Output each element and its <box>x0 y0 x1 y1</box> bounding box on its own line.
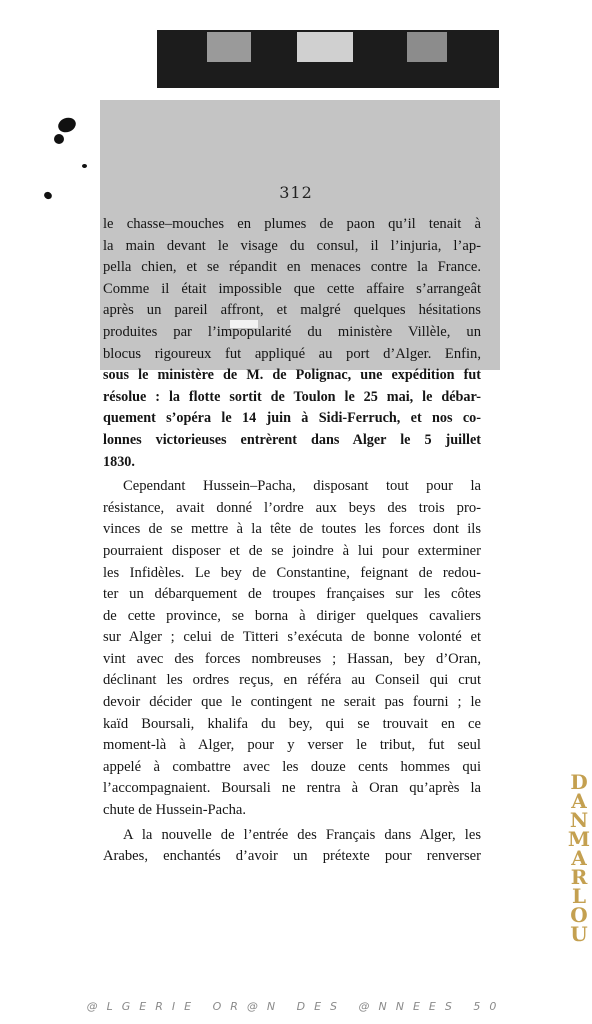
text-line: de cette province, se borna à diriger quelques cavaliers <box>103 607 481 624</box>
text-line: produites par l’impopularité du ministère Villèle, un <box>103 323 481 340</box>
text-line: la main devant le visage du consul, il l’injuria, l’ap- <box>103 237 481 254</box>
vertical-watermark <box>566 770 592 946</box>
text-line: vinces de se mettre à la tête de toutes les forces dont ils <box>103 521 481 538</box>
text-line: pourraient disposer et de se joindre à lui pour exterminer <box>103 542 481 559</box>
text-line: les Infidèles. Le bey de Constantine, feignant de redou- <box>103 564 481 581</box>
ink-smudge <box>82 164 87 168</box>
text-line: ter un débarquement de troupes françaises sur les côtes <box>103 586 481 603</box>
text-line: 1830. <box>103 453 135 470</box>
watermark-letter: O <box>570 903 588 927</box>
watermark-letter: N <box>569 808 589 832</box>
text-line: kaïd Boursali, khalifa du bey, qui se trouvait en ce <box>103 715 481 732</box>
text-line: pella chien, et se répandit en menaces contre la France. <box>103 259 481 276</box>
text-line: devoir décider que le contingent ne serait pas fourni ; le <box>103 694 481 711</box>
watermark-letter: R <box>570 865 588 889</box>
watermark-letter: A <box>571 846 587 870</box>
text-line: sur Alger ; celui de Titteri s’exécuta de bonne volonté et <box>103 629 481 646</box>
text-line: vint avec des forces nombreuses ; Hassan, bey d’Oran, <box>103 650 481 667</box>
text-line: blocus rigoureux fut appliqué au port d’Alger. Enfin, <box>103 345 481 362</box>
watermark-letter: M <box>567 827 591 851</box>
page-number: 312 <box>279 183 313 202</box>
ink-smudge <box>56 115 78 134</box>
footer-watermark: @LGERIE OR@N DES @NNEES 50 <box>86 1000 506 1013</box>
text-line: résistance, avait donné l’ordre aux beys des trois pro- <box>103 499 481 516</box>
text-line: résolue : la flotte sortit de Toulon le 25 mai, le débar- <box>103 388 481 405</box>
scan-artifact <box>207 32 251 62</box>
text-line: Cependant Hussein–Pacha, disposant tout pour la <box>123 478 481 495</box>
text-line: appelé à combattre avec les douze cents hommes qui <box>103 758 481 775</box>
text-line: le chasse–mouches en plumes de paon qu’il tenait à <box>103 216 481 232</box>
text-line: après un pareil affront, et malgré quelques hésitations <box>103 302 481 319</box>
text-line: déclinant les ordres reçus, en référa au Conseil qui crut <box>103 672 481 689</box>
text-line: sous le ministère de M. de Polignac, une expédition fut <box>103 367 481 384</box>
scan-artifact <box>297 32 353 62</box>
text-line: quement s’opéra le 14 juin à Sidi-Ferruch, et nos co- <box>103 410 481 427</box>
watermark-letter: L <box>571 884 587 908</box>
watermark-letter: U <box>570 922 588 946</box>
text-line: chute de Hussein-Pacha. <box>103 802 247 819</box>
text-line: moment-là à Alger, pour y verser le tribut, fut seul <box>103 737 481 754</box>
watermark-letter: A <box>571 789 587 813</box>
scan-artifact <box>407 32 447 62</box>
watermark-letter: D <box>570 770 588 794</box>
page-body-text <box>103 214 481 868</box>
text-line: Comme il était impossible que cette affaire s’arrangeât <box>103 280 481 297</box>
text-line: lonnes victorieuses entrèrent dans Alger le 5 juillet <box>103 431 481 448</box>
text-line: Arabes, enchantés d’avoir un prétexte pour renverser <box>103 848 481 865</box>
text-line: A la nouvelle de l’entrée des Français dans Alger, les <box>123 826 481 843</box>
ink-smudge <box>54 134 64 144</box>
text-line: l’accompagnaient. Boursali ne rentra à Oran qu’après la <box>103 780 481 797</box>
scan-dark-block <box>157 30 499 88</box>
